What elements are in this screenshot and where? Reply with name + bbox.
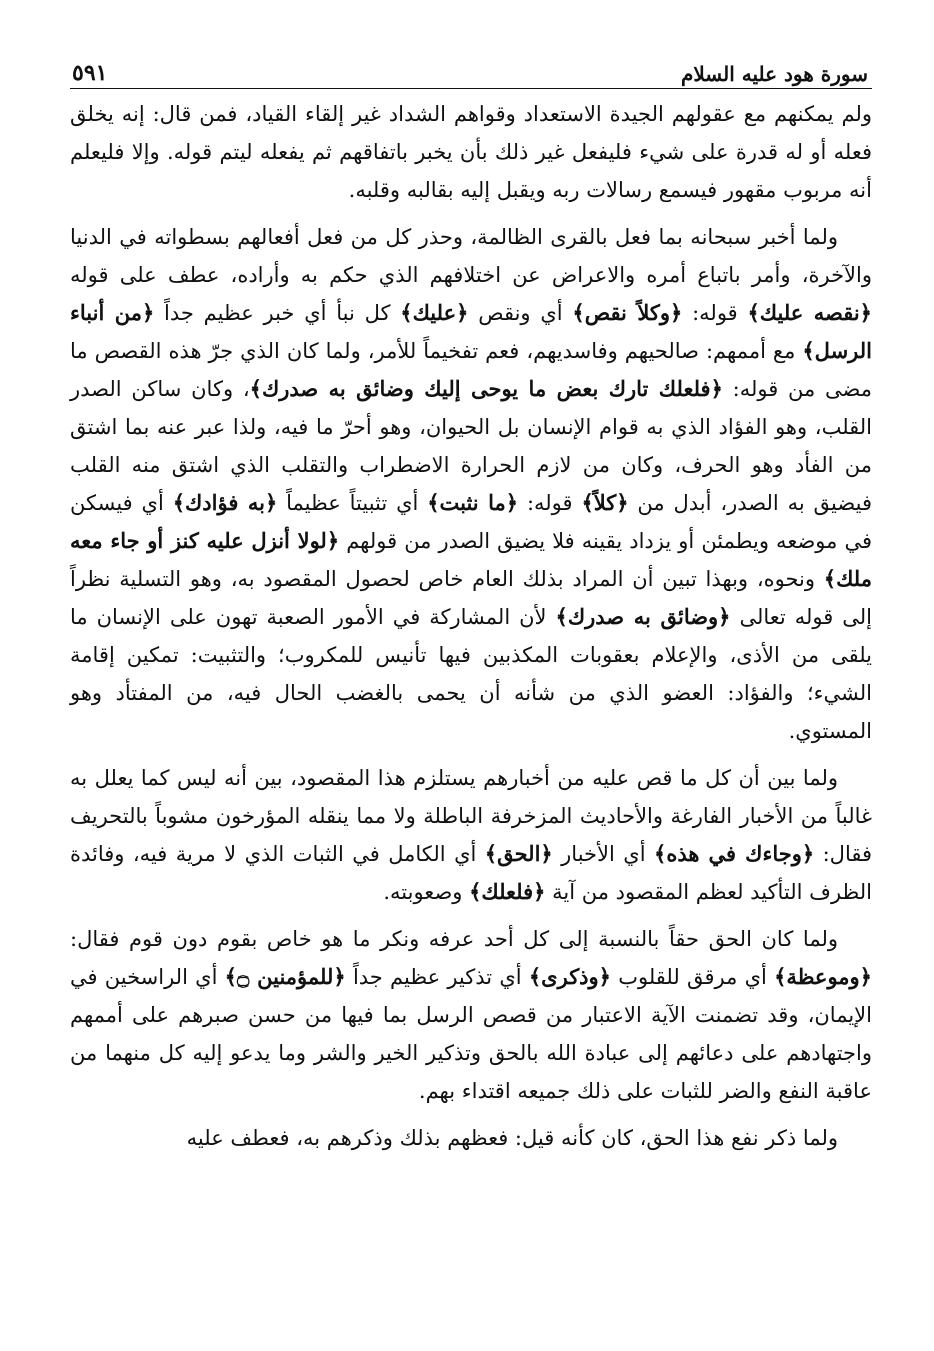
running-title: سورة هود عليه السلام bbox=[680, 62, 868, 86]
paragraph-text: كل نبأ أي خبر عظيم جداً bbox=[154, 301, 401, 325]
page-number: ٥٩١ bbox=[72, 60, 108, 86]
quran-quote: ﴿من أنباء الرسل﴾ bbox=[70, 300, 872, 363]
quran-quote: ﴿وكلاً نقص﴾ bbox=[572, 300, 683, 325]
paragraph-text: أي ونقص bbox=[468, 301, 573, 325]
paragraph-text: أي الراسخين في الإيمان، وقد تضمنت الآية الاعتبار من قصص الرسل بما فيها من حسن صبرهم على أممهم واجتهادهم على دعائهم إلى عبادة الله بالحق وتذكير الخير والشر وما يدعو إليه كل منهما من عاقبة النفع والضر للثبات على ذلك جميعه اقتداء بهم. bbox=[70, 965, 872, 1103]
paragraph-text: مع أممهم: صالحيهم وفاسديهم، فعم تفخيماً للأمر، ولما كان الذي جرّ هذه القصص ما مضى من قوله: bbox=[70, 339, 873, 401]
paragraph-text: ونحوه، وبهذا تبين أن المراد بذلك العام خاص لحصول المقصود به، وهو التسلية نظراً إلى قوله تعالى bbox=[70, 567, 872, 629]
paragraph-text: أي فيسكن في موضعه ويطمئن أو يزداد يقينه فلا يضيق الصدر من قولهم bbox=[70, 491, 872, 553]
paragraph-text: لأن المشاركة في الأمور الصعبة تهون على الإنسان ما يلقى من الأذى، والإعلام بعقوبات المكذبين فيها تأنيس للمكروب؛ والتثبيت: تمكين إقامة الشيء؛ والفؤاد: العضو الذي من شأنه أن يحمى بالغضب الحال فيه، من المفتأد وهو المستوي. bbox=[70, 605, 872, 743]
page-header bbox=[70, 52, 872, 89]
quran-quote: ﴿كلاً﴾ bbox=[581, 490, 629, 515]
paragraph bbox=[70, 759, 872, 911]
paragraph bbox=[70, 920, 872, 1110]
quran-quote: ﴿وضائق به صدرك﴾ bbox=[555, 604, 731, 629]
paragraph bbox=[70, 1119, 872, 1157]
paragraph-text: أي مرقق للقلوب bbox=[610, 965, 775, 989]
paragraph-text: وصعوبته. bbox=[383, 880, 470, 904]
paragraph-text: ولم يمكنهم مع عقولهم الجيدة الاستعداد وقواهم الشداد غير إلقاء القياد، فمن قال: إنه يخلق فعله أو له قدرة على شيء فليفعل غير ذلك بأن يخبر باتفاقهم ثم يفعله ليتم قوله. وإلا فليعلم أنه مربوب مقهور فيسمع رسالات ربه ويقبل إليه بقالبه وقلبه. bbox=[70, 102, 872, 202]
quran-quote: ﴿به فؤادك﴾ bbox=[172, 490, 278, 515]
quran-quote: ﴿وجاءك في هذه﴾ bbox=[654, 841, 815, 866]
paragraph-text: قوله: bbox=[518, 491, 582, 515]
quran-quote: ﴿فلعلك تارك بعض ما يوحى إليك وضائق به صدرك﴾ bbox=[249, 376, 723, 401]
paragraph-text: أي تثبيتاً عظيماً bbox=[277, 491, 428, 515]
paragraph-text: ولما بين أن كل ما قص عليه من أخبارهم يستلزم هذا المقصود، بين أنه ليس كما يعلل به غالباً من الأخبار الفارغة والأحاديث المزخرفة الباطلة ولا مما ينقله المؤرخون مشوباً بالتحريف فقال: bbox=[70, 766, 872, 866]
quran-quote: ﴿ما نثبت﴾ bbox=[427, 490, 519, 515]
paragraph-text: أي الأخبار bbox=[552, 842, 655, 866]
paragraph-text: ولما أخبر سبحانه بما فعل بالقرى الظالمة، وحذر كل من فعل أفعالهم بسطواته في الدنيا والآخرة، وأمر باتباع أمره والاعراض عن اختلافهم الذي حكم به وأراده، عطف على قوله bbox=[70, 225, 872, 287]
paragraph-text: قوله: bbox=[682, 301, 748, 325]
quran-quote: ﴿عليك﴾ bbox=[400, 300, 469, 325]
quran-quote: ﴿لولا أنزل عليه كنز أو جاء معه ملك﴾ bbox=[70, 528, 872, 591]
paragraph bbox=[70, 218, 872, 750]
quran-quote: ﴿وذكرى﴾ bbox=[528, 964, 611, 989]
quran-quote: ﴿للمؤمنين ۝﴾ bbox=[224, 964, 346, 989]
quran-quote: ﴿الحق﴾ bbox=[484, 841, 553, 866]
paragraph bbox=[70, 95, 872, 209]
paragraph-text: ، وكان ساكن الصدر القلب، وهو الفؤاد الذي به قوام الإنسان بل الحيوان، وهو أحرّ ما فيه، ولذا عبر عنه بما اشتق من الفأد وهو الحرف، وكان من لازم الحرارة الاضطراب والتقلب الذي اشتق منه القلب فيضيق به الصدر، أبدل من bbox=[70, 377, 872, 515]
paragraph-text: ولما كان الحق حقاً بالنسبة إلى كل أحد عرفه ونكر ما هو خاص بقوم دون قوم فقال: bbox=[70, 927, 838, 951]
paragraph-text: أي تذكير عظيم جداً bbox=[345, 965, 529, 989]
quran-quote: ﴿وموعظة﴾ bbox=[774, 964, 872, 989]
page-body bbox=[70, 95, 872, 1157]
paragraph-text: أي الكامل في الثبات الذي لا مرية فيه، وفائدة الظرف التأكيد لعظم المقصود من آية bbox=[70, 842, 872, 904]
quran-quote: ﴿فلعلك﴾ bbox=[469, 879, 546, 904]
quran-quote: ﴿نقصه عليك﴾ bbox=[747, 300, 872, 325]
paragraph-text: ولما ذكر نفع هذا الحق، كان كأنه قيل: فعظهم بذلك وذكرهم به، فعطف عليه bbox=[186, 1126, 838, 1150]
